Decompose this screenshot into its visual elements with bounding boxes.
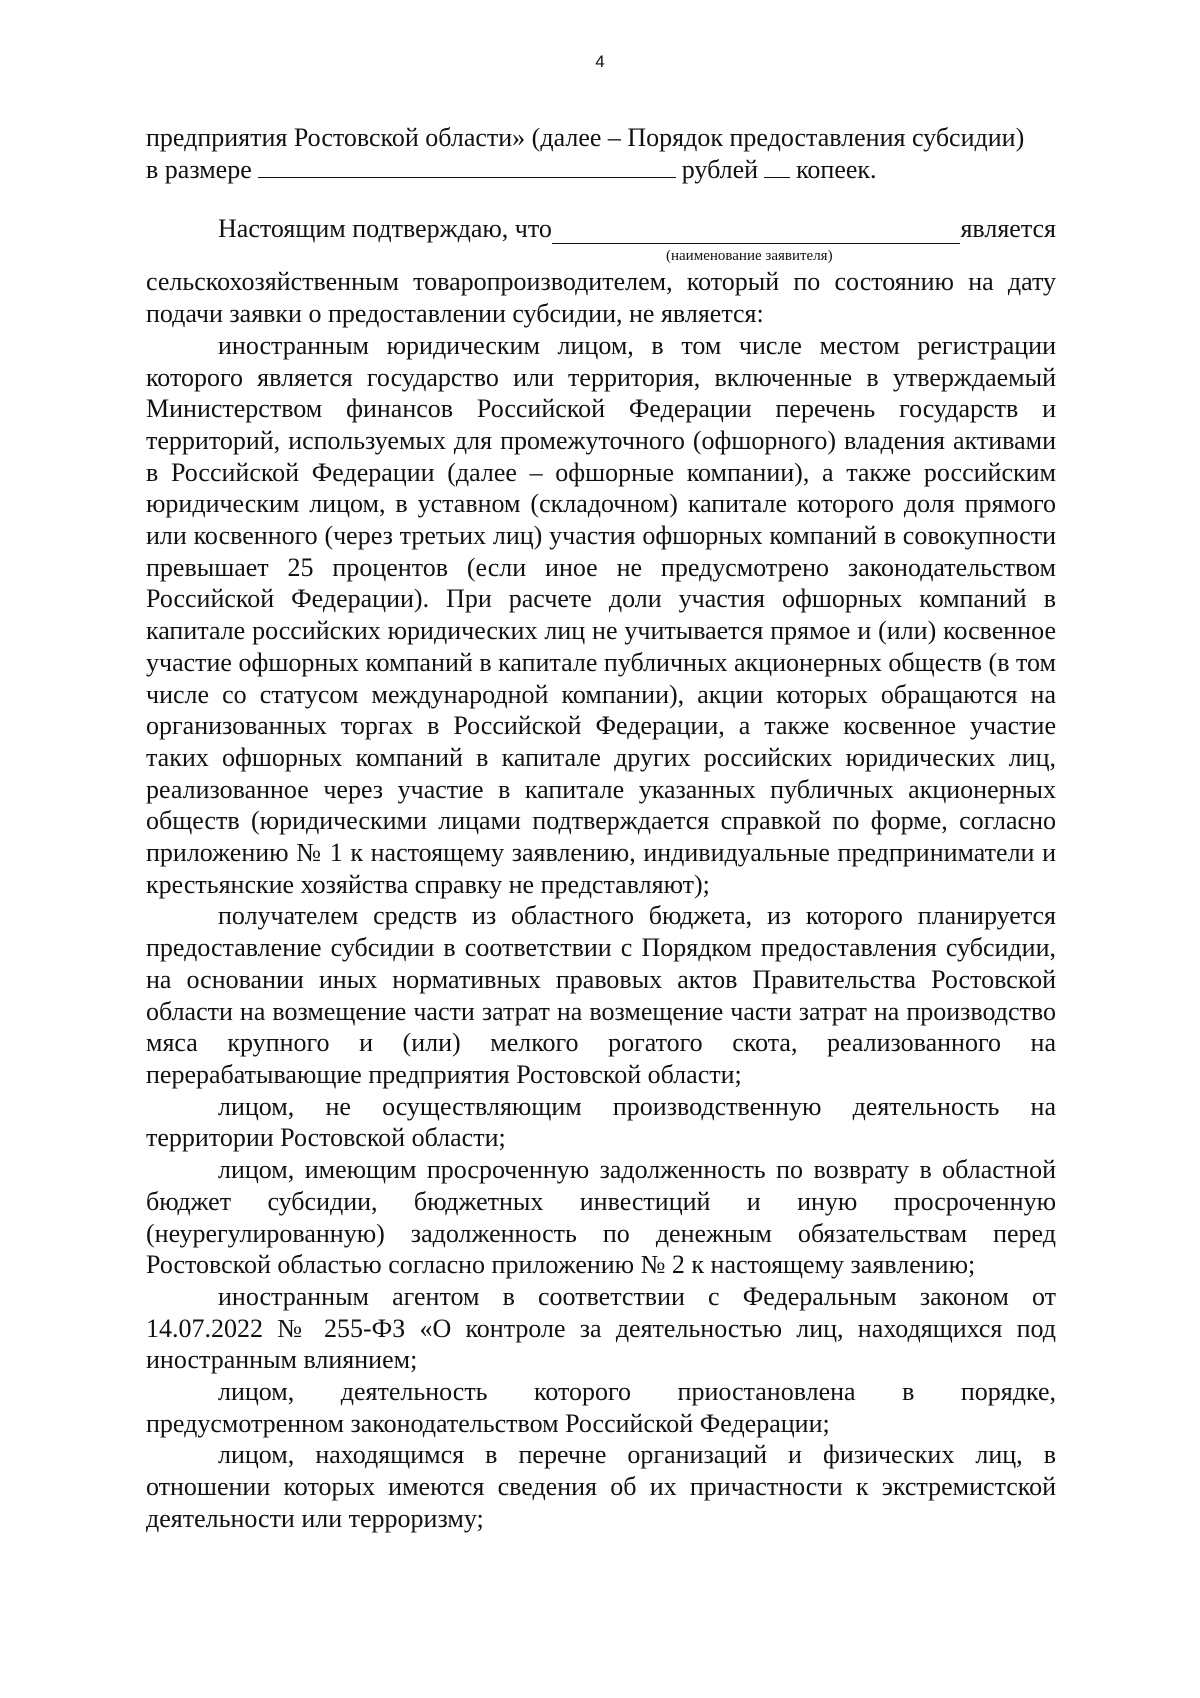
amount-rubles-blank [258, 155, 676, 178]
declaration-lead: Настоящим подтверждаю, что [218, 214, 552, 244]
intro-line-2 [146, 154, 1056, 186]
document-body [146, 122, 1056, 1535]
list-item: лицом, имеющим просроченную задолженность по возврату в областной бюджет субсидии, бюджетных инвестиций и иную просроченную (неурегулированную) задолженность по денежным обязательствам перед Ростовской областью согласно приложению № 2 к настоящему заявлению; [146, 1155, 1056, 1280]
applicant-name-caption: (наименование заявителя) [666, 248, 833, 265]
rubles-label: рублей [681, 154, 759, 184]
applicant-name-blank [552, 213, 960, 244]
kopecks-label: копеек. [796, 154, 877, 184]
list-item: получателем средств из областного бюджета, из которого планируется предоставление субсидии в соответствии с Порядком предоставления субсидии, на основании иных нормативных правовых актов Правительства Ростовской области на возмещение части затрат на возмещение части затрат на производство мяса крупного и (или) мелкого рогатого скота, реализованного на перерабатывающие предприятия Ростовской области; [146, 901, 1056, 1089]
list-item: иностранным агентом в соответствии с Федеральным законом от 14.07.2022 № 255-ФЗ «О контроле за деятельностью лиц, находящихся под иностранным влиянием; [146, 1281, 1056, 1375]
list-item: иностранным юридическим лицом, в том числе местом регистрации которого является государство или территория, включенные в утверждаемый Министерством финансов Российской Федерации перечень государств и территорий, используемых для промежуточного (офшорного) владения активами в Российской Федерации (далее – офшорные компании), а также российским юридическим лицом, в уставном (складочном) капитале которого доля прямого или косвенного (через третьих лиц) участия офшорных компаний в совокупности превышает 25 процентов (если иное не предусмотрено законодательством Российской Федерации). При расчете доли участия офшорных компаний в капитале российских юридических лиц не учитывается прямое и (или) косвенное участие офшорных компаний в капитале публичных акционерных обществ (в том числе со статусом международной компании), акции которых обращаются на организованных торгах в Российской Федерации, а также косвенное участие таких офшорных компаний в капитале других российских юридических лиц, реализованное через участие в капитале указанных публичных акционерных обществ (юридическими лицами подтверждается справкой по форме, согласно приложению № 1 к настоящему заявлению, индивидуальные предприниматели и крестьянские хозяйства справку не представляют); [146, 330, 1056, 899]
amount-kopecks-blank [764, 155, 790, 178]
declaration-row [146, 213, 1056, 247]
declaration-continuation: сельскохозяйственным товаропроизводителем, который по состоянию на дату подачи заявки о предоставлении субсидии, не является: [146, 267, 1056, 329]
list-item: лицом, не осуществляющим производственную деятельность на территории Ростовской области; [146, 1091, 1056, 1153]
page-number: 4 [595, 52, 605, 71]
list-item: лицом, деятельность которого приостановлена в порядке, предусмотренном законодательством Российской Федерации; [146, 1377, 1056, 1438]
list-item: лицом, находящимся в перечне организаций и физических лиц, в отношении которых имеются сведения об их причастности к экстремистской деятельности или терроризму; [146, 1440, 1056, 1533]
declaration-tail: является [960, 214, 1056, 244]
amount-lead: в размере [146, 154, 252, 184]
intro-line-1: предприятия Ростовской области» (далее – Порядок предоставления субсидии) [146, 123, 1025, 152]
